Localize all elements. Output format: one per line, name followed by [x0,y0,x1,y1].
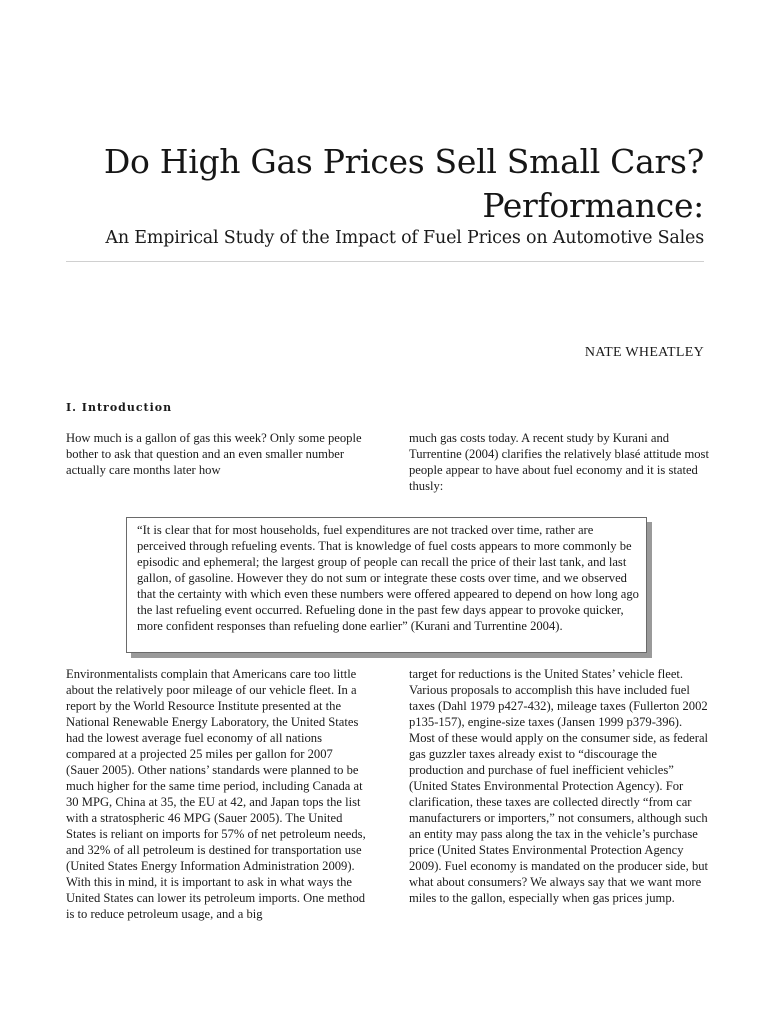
title-line-2: Performance: [482,186,704,225]
intro-paragraph-right: much gas costs today. A recent study by Kurani and Turrentine (2004) clarifies the relatively blasé attitude most people appear to have about fuel economy and it is stated thusly: [409,431,709,493]
block-quote [126,517,647,653]
intro-paragraph-left: How much is a gallon of gas this week? Only some people bother to ask that question and an even smaller number actually care months later how [66,431,362,477]
author-name: NATE WHEATLEY [584,345,704,360]
section-heading-introduction: I. Introduction [66,401,173,414]
quote-text: “It is clear that for most households, fuel expenditures are not tracked over time, rather are perceived through refueling events. That is knowledge of fuel costs appears to more commonly be episodic and ephemeral; the largest group of people can recall the price of their last tank, and last gallon, of gasoline. However they do not sum or integrate these costs over time, and we observed that the certainty with which even these numbers were offered appeared to depend on how long ago the last refueling event occurred. Refueling done in the past few days appear to provoke quicker, more confident responses than refueling done earlier” (Kurani and Turrentine 2004). [137,523,639,633]
title-divider [66,261,704,262]
title-line-1: Do High Gas Prices Sell Small Cars? [103,142,704,181]
body-column-right [409,666,709,906]
paper-title [60,140,704,228]
intro-column-left [66,430,366,478]
body-paragraph-left: Environmentalists complain that Americans care too little about the relatively poor mileage of our vehicle fleet. In a report by the World Resource Institute presented at the National Renewable Energy Laboratory, the United States had the lowest average fuel economy of all nations compared at a projected 25 miles per gallon for 2007 (Sauer 2005). Other nations’ standards were planned to be much higher for the same time period, including Canada at 30 MPG, China at 35, the EU at 42, and Japan tops the list with a stratospheric 46 MPG (Sauer 2005). The United States is reliant on imports for 57% of net petroleum needs, and 32% of all petroleum is destined for transportation use (United States Energy Information Administration 2009). With this in mind, it is important to ask in what ways the United States can lower its petroleum imports. One method is to reduce petroleum usage, and a big [66,667,366,921]
body-column-left [66,666,366,922]
paper-subtitle: An Empirical Study of the Impact of Fuel Prices on Automotive Sales [105,228,704,248]
intro-column-right [409,430,709,494]
body-paragraph-right: target for reductions is the United States’ vehicle fleet. Various proposals to accomplish this have included fuel taxes (Dahl 1979 p427-432), mileage taxes (Fullerton 2002 p135-157), engine-size taxes (Jansen 1999 p379-396). Most of these would apply on the consumer side, as federal gas guzzler taxes already exist to “discourage the production and purchase of fuel inefficient vehicles” (United States Environmental Protection Agency). For clarification, these taxes are collected directly “from car manufacturers or importers,” not consumers, although such an entity may pass along the tax in the vehicle’s purchase price (United States Environmental Protection Agency 2009). Fuel economy is mandated on the producer side, but what about consumers? We always say that we want more miles to the gallon, especially when gas prices jump. [409,667,709,905]
